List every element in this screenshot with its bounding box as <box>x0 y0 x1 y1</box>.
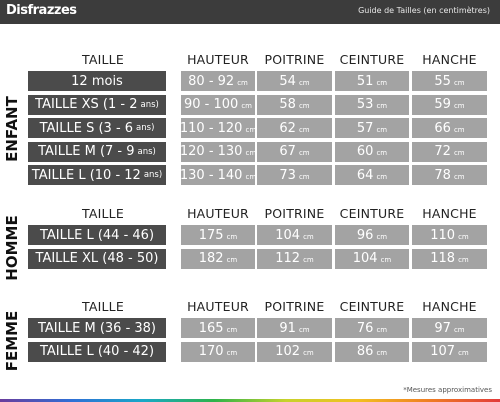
measure-value: 58 <box>279 97 296 112</box>
measure-cell <box>335 342 409 362</box>
measure-cell <box>181 342 255 362</box>
column-header-femme-3: CEINTURE <box>339 299 405 314</box>
measure-unit: cm <box>458 349 469 357</box>
measure-unit: cm <box>245 125 257 134</box>
measure-value: 182 <box>198 251 224 266</box>
size-name-cell <box>28 71 166 91</box>
column-header-femme-1: HAUTEUR <box>187 299 249 314</box>
size-age: ans) <box>140 99 159 110</box>
measure-cell <box>412 249 487 269</box>
measure-unit: cm <box>298 78 310 87</box>
size-name: TAILLE M (36 - 38) <box>37 320 157 336</box>
measure-unit: cm <box>453 149 465 157</box>
measure-cell <box>412 118 487 138</box>
size-name-cell <box>28 118 166 138</box>
size-name-cell <box>28 342 166 362</box>
measure-value: 59 <box>434 97 451 112</box>
section-label-enfant: ENFANT <box>3 96 21 162</box>
measure-cell <box>181 318 255 338</box>
column-header-enfant-0: TAILLE <box>82 52 124 67</box>
measure-unit: cm <box>303 232 314 241</box>
measure-unit: cm <box>241 102 252 110</box>
column-header-enfant-2: POITRINE <box>264 52 325 67</box>
measure-cell <box>335 142 409 162</box>
size-name: 12 mois <box>71 73 123 89</box>
measure-value: 67 <box>279 144 296 159</box>
measure-cell <box>335 318 409 338</box>
measure-value: 175 <box>198 227 224 243</box>
measure-value: 97 <box>434 320 451 336</box>
measure-value: 62 <box>279 120 296 136</box>
measure-cell <box>412 71 487 91</box>
measure-cell <box>181 118 255 138</box>
measure-value: 66 <box>434 120 451 136</box>
guide-title: Guide de Tailles (en centimètres) <box>358 6 490 15</box>
measure-value: 104 <box>275 227 301 243</box>
measure-unit: cm <box>453 125 465 134</box>
measure-value: 76 <box>356 320 374 336</box>
measure-unit: cm <box>298 325 310 334</box>
footnote: *Mesures approximatives <box>403 386 492 394</box>
measure-unit: cm <box>303 349 314 357</box>
section-label-homme: HOMME <box>3 215 21 281</box>
size-age: ans) <box>143 170 163 180</box>
measure-value: 64 <box>356 167 374 183</box>
measure-unit: cm <box>245 172 257 181</box>
measure-unit: cm <box>453 325 465 334</box>
measure-value: 91 <box>279 320 296 336</box>
measure-unit: cm <box>376 349 388 357</box>
measure-value: 107 <box>430 344 456 359</box>
size-name: TAILLE M (7 - 9 <box>38 144 135 159</box>
measure-value: 170 <box>198 344 224 359</box>
measure-cell <box>181 249 255 269</box>
measure-unit: cm <box>458 232 469 241</box>
measure-unit: cm <box>376 125 388 134</box>
measure-cell <box>335 118 409 138</box>
measure-cell <box>335 249 409 269</box>
measure-cell <box>181 165 255 185</box>
measure-unit: cm <box>303 256 314 264</box>
measure-cell <box>257 342 332 362</box>
size-name-cell <box>28 318 166 338</box>
measure-cell <box>257 165 332 185</box>
column-header-femme-2: POITRINE <box>264 299 325 314</box>
measure-unit: cm <box>245 149 257 157</box>
measure-unit: cm <box>380 256 392 264</box>
measure-unit: cm <box>453 78 465 87</box>
column-header-femme-0: TAILLE <box>82 299 124 314</box>
measure-unit: cm <box>458 256 469 264</box>
measure-value: 86 <box>356 344 374 359</box>
size-name-cell <box>28 165 166 185</box>
measure-value: 78 <box>434 167 451 183</box>
measure-value: 55 <box>434 73 451 89</box>
column-header-homme-2: POITRINE <box>264 206 325 221</box>
measure-value: 60 <box>356 144 374 159</box>
measure-unit: cm <box>298 102 310 110</box>
measure-value: 80 - 92 <box>188 73 235 89</box>
measure-unit: cm <box>453 172 465 181</box>
measure-cell <box>181 95 255 115</box>
measure-unit: cm <box>376 325 388 334</box>
size-name: TAILLE XL (48 - 50) <box>35 251 159 266</box>
measure-value: 72 <box>434 144 451 159</box>
measure-cell <box>412 318 487 338</box>
size-name-cell <box>28 225 166 245</box>
size-name-cell <box>28 249 166 269</box>
measure-cell <box>335 225 409 245</box>
measure-cell <box>335 165 409 185</box>
measure-cell <box>412 225 487 245</box>
measure-value: 73 <box>279 167 296 183</box>
column-header-homme-0: TAILLE <box>82 206 124 221</box>
measure-cell <box>257 225 332 245</box>
measure-cell <box>257 95 332 115</box>
measure-value: 165 <box>198 320 224 336</box>
measure-value: 96 <box>356 227 374 243</box>
column-header-enfant-3: CEINTURE <box>339 52 405 67</box>
column-header-enfant-1: HAUTEUR <box>187 52 249 67</box>
measure-cell <box>412 342 487 362</box>
size-name: TAILLE S (3 - 6 <box>39 120 134 136</box>
measure-cell <box>335 71 409 91</box>
size-age: ans) <box>136 123 155 133</box>
size-age: ans) <box>137 146 156 157</box>
measure-unit: cm <box>298 172 310 181</box>
measure-cell <box>257 142 332 162</box>
measure-unit: cm <box>226 256 238 264</box>
measure-value: 53 <box>356 97 374 112</box>
measure-value: 102 <box>275 344 301 359</box>
measure-value: 118 <box>430 251 456 266</box>
measure-cell <box>335 95 409 115</box>
measure-cell <box>181 142 255 162</box>
size-name: TAILLE XS (1 - 2 <box>35 97 138 112</box>
measure-unit: cm <box>376 102 388 110</box>
measure-value: 57 <box>356 120 374 136</box>
top-bar <box>0 0 500 24</box>
measure-cell <box>412 165 487 185</box>
measure-unit: cm <box>376 172 388 181</box>
measure-unit: cm <box>376 149 388 157</box>
measure-value: 51 <box>356 73 374 89</box>
measure-unit: cm <box>453 102 465 110</box>
column-header-femme-4: HANCHE <box>422 299 477 314</box>
measure-value: 120 - 130 <box>179 144 243 159</box>
column-header-homme-3: CEINTURE <box>339 206 405 221</box>
measure-unit: cm <box>376 78 388 87</box>
section-label-femme: FEMME <box>3 310 21 372</box>
measure-cell <box>257 249 332 269</box>
measure-cell <box>181 225 255 245</box>
measure-cell <box>412 142 487 162</box>
measure-value: 110 <box>430 227 456 243</box>
measure-unit: cm <box>226 349 238 357</box>
measure-unit: cm <box>237 78 248 87</box>
measure-cell <box>181 71 255 91</box>
measure-unit: cm <box>298 125 310 134</box>
measure-cell <box>257 118 332 138</box>
size-name: TAILLE L (10 - 12 <box>31 167 141 183</box>
measure-unit: cm <box>298 149 310 157</box>
measure-unit: cm <box>226 325 238 334</box>
size-name: TAILLE L (40 - 42) <box>39 344 155 359</box>
measure-cell <box>257 318 332 338</box>
measure-value: 112 <box>275 251 301 266</box>
measure-value: 130 - 140 <box>179 167 243 183</box>
size-name: TAILLE L (44 - 46) <box>39 227 155 243</box>
measure-cell <box>257 71 332 91</box>
measure-cell <box>412 95 487 115</box>
column-header-enfant-4: HANCHE <box>422 52 477 67</box>
measure-value: 110 - 120 <box>179 120 243 136</box>
size-name-cell <box>28 95 166 115</box>
measure-unit: cm <box>376 232 388 241</box>
column-header-homme-1: HAUTEUR <box>187 206 249 221</box>
measure-unit: cm <box>226 232 238 241</box>
column-header-homme-4: HANCHE <box>422 206 477 221</box>
brand-logo: Disfrazzes <box>6 3 77 18</box>
measure-value: 90 - 100 <box>184 97 239 112</box>
measure-value: 104 <box>352 251 378 266</box>
measure-value: 54 <box>279 73 296 89</box>
size-name-cell <box>28 142 166 162</box>
